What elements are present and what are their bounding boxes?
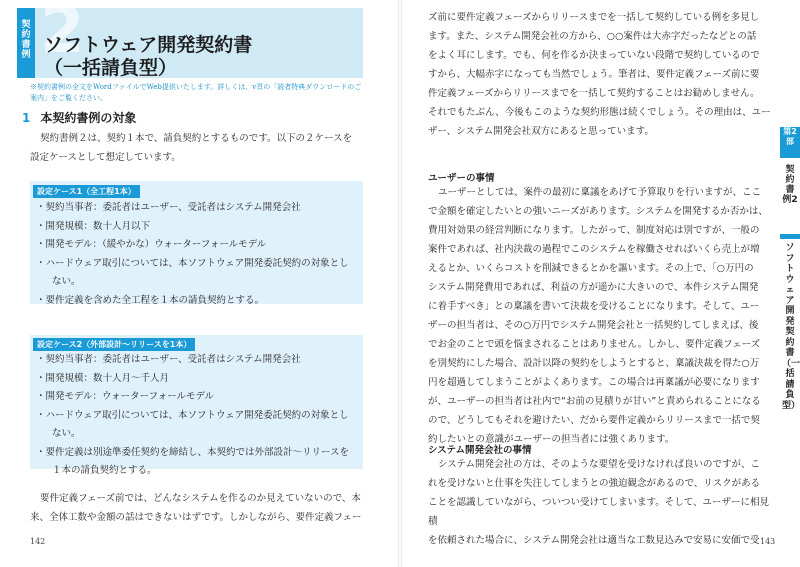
body-line: をよく耳にします。でも、何を作るか決まっていない段階で契約しているので: [428, 50, 760, 61]
list-item: ・ 開発規模：数十人月以下: [36, 218, 362, 237]
page-title-line1: ソフトウェア開発契約書: [44, 34, 253, 56]
section-heading: [22, 109, 136, 126]
body-line: それでもたぶん、今後もこのような契約形態は続くでしょう。その理由は、ユー: [428, 107, 771, 118]
body-line: で金額を確定したいとの強いニーズがあります。システムを開発するか否かは、: [428, 206, 768, 217]
list-item: ・ 要件定義を含めた全工程を１本の請負契約とする。: [36, 292, 362, 311]
list-item: ・ ハードウェア取引については、本ソフトウェア開発委託契約の対象とし ない。: [36, 255, 362, 292]
list-item: ・ 開発規模：数十人月～千人月: [36, 370, 362, 389]
body-line: ユーザーとしては、案件の最初に稟議をあげて予算取りを行いますが、ここ: [438, 187, 762, 198]
list-item: ・ 契約当事者：委託者はユーザー、受託者はシステム開発会社: [36, 199, 362, 218]
opening-paragraph: [428, 8, 773, 141]
body-line: ので、どうしてもそれを避けたい、だから要件定義からリリースまで一括で契: [428, 415, 760, 426]
body-line: れを受けないと仕事を失注してしまうとの強迫観念があるので、リスクがある: [428, 478, 761, 489]
list-item: ・ 契約当事者：委託者はユーザー、受託者はシステム開発会社: [36, 351, 362, 370]
body-line: 約したいとの意識がユーザーの担当者には強くあります。: [428, 434, 675, 445]
body-line: ザー、システム開発会社双方にあると思っています。: [428, 126, 654, 137]
page-number-right: 143: [760, 537, 776, 546]
body-line: システム開発費用であれば、利益の方が遥かに大きいので、本件システム開発: [428, 282, 759, 293]
body-line: を別契約にした場合、設計以降の契約をしようとすると、稟議決裁を得た○万: [428, 358, 760, 369]
body-line: を依頼された場合に、システム開発会社は適当な工数見込みで安易に安価で受: [428, 535, 760, 546]
list-item: ・ 要件定義は別途準委任契約を締結し、本契約では外部設計～リリースを １本の請負契約とする。: [36, 444, 362, 481]
body-line: ます。また、システム開発会社の方から、○○案件は大赤字だったなどとの話: [428, 31, 757, 42]
case1-list: [36, 199, 362, 310]
intro-line: 契約書例２は、契約１本で、請負契約とするものです。以下の２ケースを: [40, 133, 353, 144]
chapter-number: 2: [40, 0, 85, 68]
chapter-tab-label: 契約書例: [21, 20, 31, 60]
body-line: 来、全体工数や金額の話はできないはずです。しかしながら、要件定義フェー: [30, 512, 362, 523]
body-line: 要件定義フェーズ前では、どんなシステムを作るのか見えていないので、本: [40, 493, 361, 504]
body-line: ことを認識していながら、ついつい受けてしまいます。そして、ユーザーに相見積: [428, 497, 770, 527]
case1-title: 設定ケース1（全工程1本）: [33, 185, 140, 198]
user-paragraph: [428, 183, 773, 449]
subheading-user: ユーザーの事情: [428, 173, 495, 184]
side-title: ソフトウェア開発契約書（一括請負型）: [782, 243, 800, 411]
body-line: すから、大幅赤字になっても当然でしょう。筆者は、要件定義フェーズ前に要: [428, 69, 760, 80]
list-item: ・ 開発モデル：ウォーターフォールモデル: [36, 388, 362, 407]
body-line: ズ前に要件定義フェーズからリリースまでを一括して契約している例を多見し: [428, 12, 760, 23]
list-item: ・ 開発モデル：（緩やかな）ウォーターフォールモデル: [36, 236, 362, 255]
download-note: ※契約書例の全文をWordファイルでWeb提供いたします。詳しくは、v頁の「読者特典ダウンロードのご案内」をご覧ください。: [30, 83, 362, 102]
subheading-vendor: システム開発会社の事情: [428, 445, 532, 456]
body-line: ザーの担当者は、その○万円でシステム開発会社と一括契約してしまえば、後: [428, 320, 759, 331]
list-item: ・ ハードウェア取引については、本ソフトウェア開発委託契約の対象とし ない。: [36, 407, 362, 444]
section-title: 本契約書例の対象: [40, 111, 137, 125]
side-bar: [780, 234, 800, 239]
body-line: に着手すべき」との稟議を書いて決裁を受けることになります。そして、ユー: [428, 301, 760, 312]
side-label: 契約書例2: [782, 165, 798, 205]
body-line: が、ユーザーの担当者は社内で“お前の見積りが甘い”と責められることになる: [428, 396, 761, 407]
body-line: えるとか、いくらコストを削減できるとかを謳います。その上で、「○万円の: [428, 263, 754, 274]
page-number-left: 142: [30, 537, 46, 546]
right-page: [400, 0, 800, 567]
bottom-paragraph: [30, 489, 365, 527]
vendor-paragraph: [428, 455, 776, 550]
case2-title: 設定ケース2（外部設計～リリースを1本）: [33, 338, 195, 351]
part-tab: 第2部: [780, 127, 800, 158]
page-title-line2: （一括請負型）: [44, 57, 178, 79]
section-number: 1: [22, 111, 31, 125]
body-line: 円を超過してしまうことがよくあります。この場合は再稟議が必要になります: [428, 377, 760, 388]
case2-list: [36, 351, 362, 481]
body-line: でお金のことで頭を悩まされることはありません。しかし、要件定義フェーズ: [428, 339, 761, 350]
body-line: 件定義フェーズからリリースまでを一括して契約することはお勧めしません。: [428, 88, 760, 99]
intro-paragraph: [30, 129, 365, 167]
body-line: 費用対効果の経営判断になります。したがって、制度対応は別ですが、一般の: [428, 225, 760, 236]
body-line: 案件であれば、社内決裁の過程でこのシステムを稼働させればいくら売上が増: [428, 244, 760, 255]
intro-line: 設定ケースとして想定しています。: [30, 152, 181, 163]
body-line: システム開発会社の方は、そのような要望を受けなければ良いのですが、こ: [438, 459, 761, 470]
